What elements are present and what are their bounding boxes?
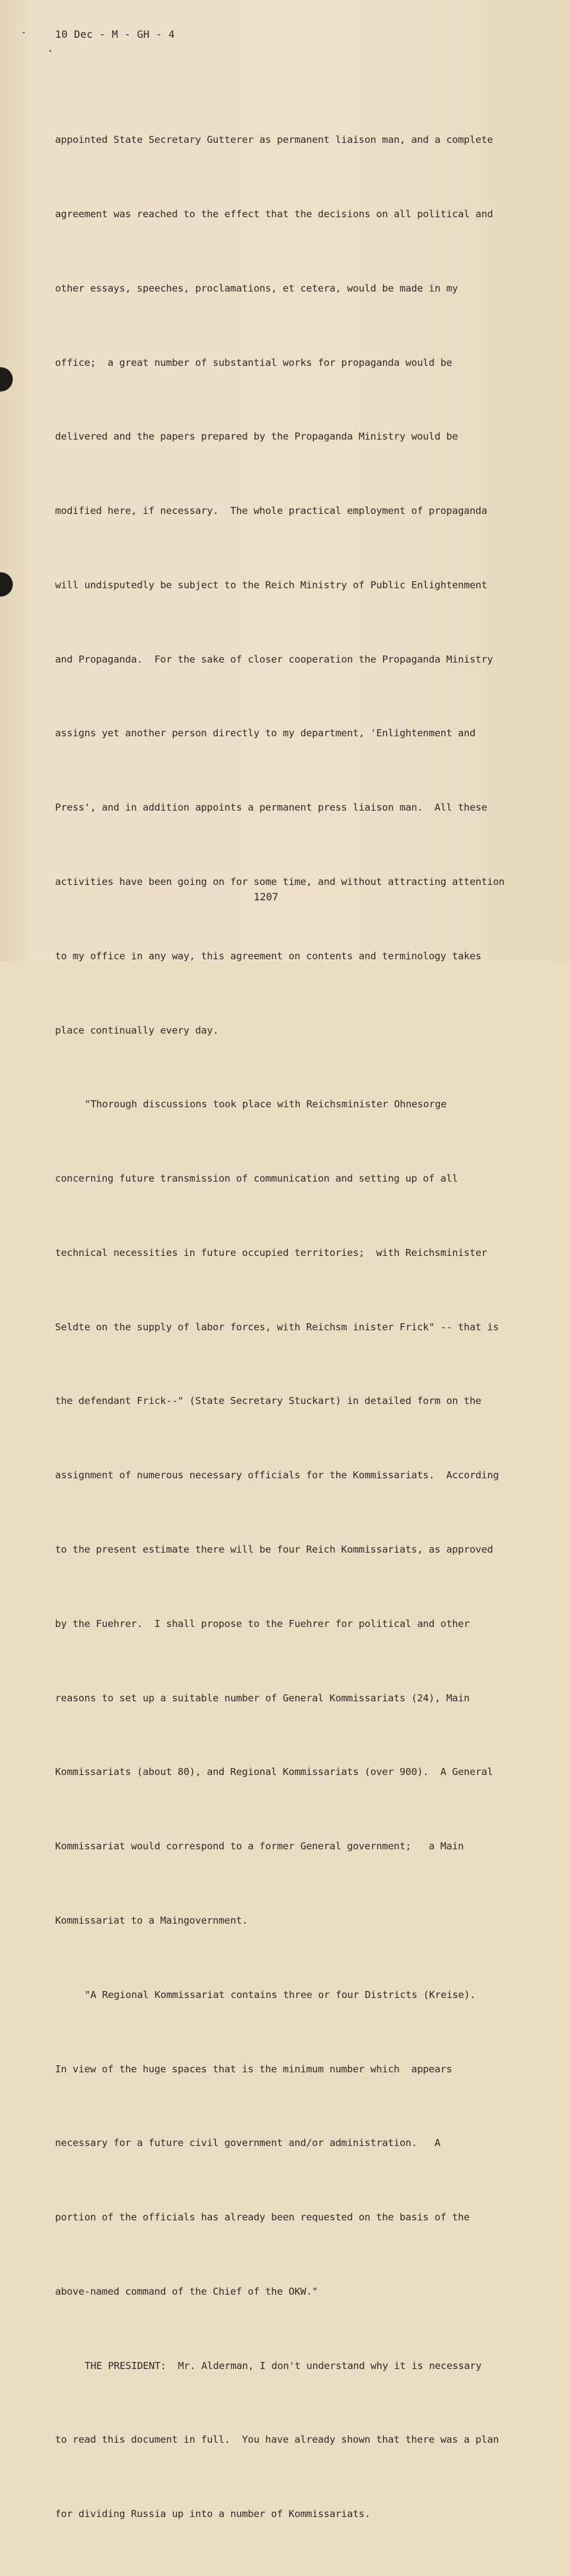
text-line: In view of the huge spaces that is the minimum number which appears: [55, 2063, 452, 2075]
text-line: to the present estimate there will be four Reich Kommissariats, as approved: [55, 1544, 493, 1556]
text-line: Seldte on the supply of labor forces, with Reichsm inister Frick" -- that is: [55, 1321, 499, 1333]
text-line: THE PRESIDENT: Mr. Alderman, I don't understand why it is necessary: [85, 2359, 482, 2372]
paper-speck: [49, 50, 51, 52]
text-line: activities have been going on for some time, and without attracting attention: [55, 876, 505, 888]
text-line: concerning future transmission of communication and setting up of all: [55, 1173, 459, 1185]
text-line: Kommissariat would correspond to a former General government; a Main: [55, 1840, 464, 1853]
text-line: for dividing Russia up into a number of Kommissariats.: [55, 2508, 371, 2520]
text-line: Kommissariat to a Maingovernment.: [55, 1914, 248, 1926]
text-line: "A Regional Kommissariat contains three or four Districts (Kreise).: [85, 1988, 476, 2001]
punch-hole: [0, 367, 13, 392]
text-line: "Thorough discussions took place with Reichsminister Ohnesorge: [85, 1098, 447, 1110]
text-line: reasons to set up a suitable number of General Kommissariats (24), Main: [55, 1692, 470, 1704]
text-line: above-named command of the Chief of the OKW.": [55, 2285, 318, 2297]
text-line: assigns yet another person directly to my department, 'Enlightenment and: [55, 727, 476, 739]
text-line: and Propaganda. For the sake of closer cooperation the Propaganda Ministry: [55, 653, 493, 665]
text-line: by the Fuehrer. I shall propose to the Fuehrer for political and other: [55, 1617, 470, 1630]
text-line: place continually every day.: [55, 1024, 219, 1036]
text-line: to read this document in full. You have already shown that there was a plan: [55, 2434, 499, 2446]
text-line: assignment of numerous necessary officials for the Kommissariats. According: [55, 1469, 499, 1482]
text-line: the defendant Frick--" (State Secretary Stuckart) in detailed form on the: [55, 1395, 482, 1407]
text-line: modified here, if necessary. The whole practical employment of propaganda: [55, 505, 487, 517]
text-line: will undisputedly be subject to the Reich Ministry of Public Enlightenment: [55, 579, 487, 591]
page-number: 1207: [254, 891, 279, 903]
text-line: portion of the officials has already been requested on the basis of the: [55, 2211, 470, 2224]
text-line: Press', and in addition appoints a permanent press liaison man. All these: [55, 802, 487, 814]
punch-hole: [0, 572, 13, 597]
text-line: Kommissariats (about 80), and Regional Kommissariats (over 900). A General: [55, 1766, 493, 1778]
text-line: technical necessities in future occupied territories; with Reichsminister: [55, 1246, 487, 1259]
text-line: office; a great number of substantial works for propaganda would be: [55, 356, 452, 368]
paper-speck: [22, 32, 25, 33]
text-line: necessary for a future civil government and/or administration. A: [55, 2137, 441, 2149]
transcript-body: [55, 78, 535, 2576]
text-line: other essays, speeches, proclamations, et cetera, would be made in my: [55, 282, 459, 294]
text-line: appointed State Secretary Gutterer as permanent liaison man, and a complete: [55, 134, 493, 146]
text-line: to my office in any way, this agreement on contents and terminology takes: [55, 950, 482, 962]
page-header: 10 Dec - M - GH - 4: [55, 28, 175, 40]
text-line: delivered and the papers prepared by the Propaganda Ministry would be: [55, 431, 459, 443]
text-line: agreement was reached to the effect that the decisions on all political and: [55, 208, 493, 220]
